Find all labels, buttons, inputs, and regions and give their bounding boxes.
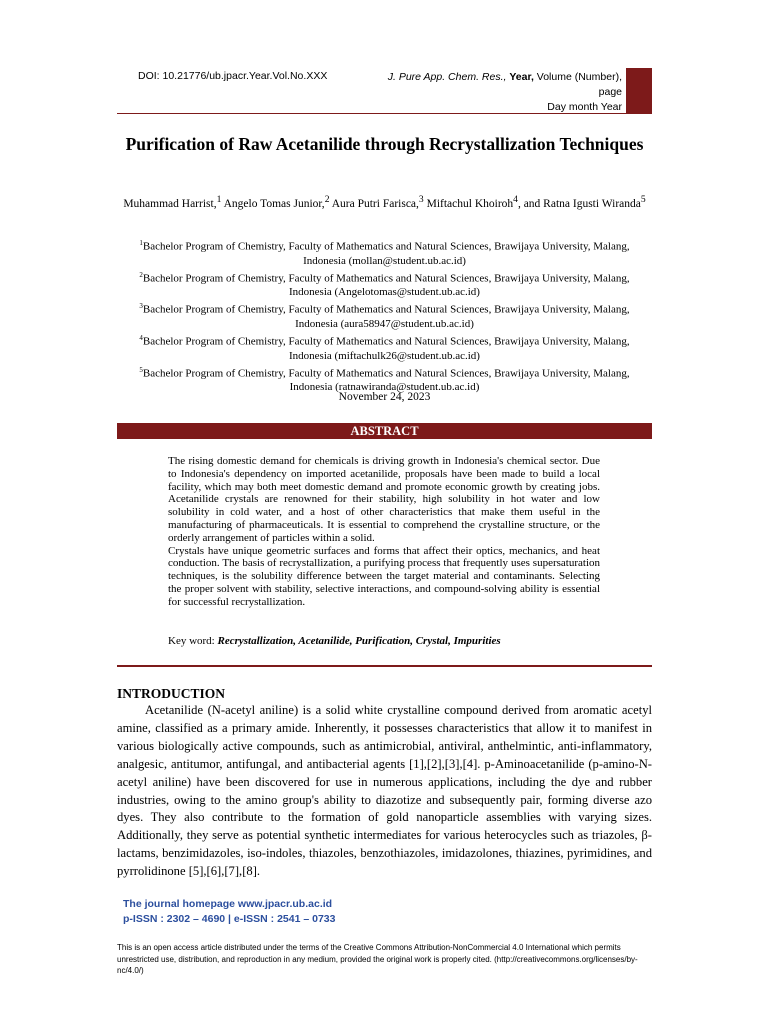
journal-citation	[362, 70, 622, 115]
affiliation-text: Bachelor Program of Chemistry, Faculty of Mathematics and Natural Sciences, Brawijaya University, Malang, Indonesia (mollan@student.ub.ac.id)	[142, 240, 630, 267]
author: Muhammad Harrist,	[123, 197, 217, 210]
license-notice: This is an open access article distributed under the terms of the Creative Commons Attribution-NonCommercial 4.0 International which permits unrestricted use, distribution, and reproduction in any medium, provided the original work is properly cited. (http://creativecommons.org/licenses/by-nc/4.0/)	[117, 943, 638, 975]
affiliation-item	[117, 363, 652, 395]
author-sup: 5	[640, 194, 646, 205]
journal-date: Day month Year	[547, 101, 622, 113]
affiliation-item	[117, 331, 652, 363]
abstract-heading: ABSTRACT	[117, 423, 652, 439]
header-accent-block	[626, 68, 652, 114]
affiliation-item	[117, 268, 652, 300]
introduction-body	[117, 702, 652, 881]
journal-footer	[123, 897, 335, 927]
journal-page: page	[598, 86, 622, 98]
author: Aura Putri Farisca,	[329, 197, 419, 210]
affiliation-text: Bachelor Program of Chemistry, Faculty of Mathematics and Natural Sciences, Brawijaya University, Malang, Indonesia (ratnawiranda@student.ub.ac.id)	[142, 367, 630, 394]
author-sup: 1	[216, 194, 222, 205]
affiliation-item	[117, 299, 652, 331]
author-sup: 2	[324, 194, 330, 205]
affiliation-item	[117, 236, 652, 268]
doi-line: DOI: 10.21776/ub.jpacr.Year.Vol.No.XXX	[138, 70, 328, 82]
keywords-line	[168, 635, 600, 647]
issn-line: p-ISSN : 2302 – 4690 | e-ISSN : 2541 – 0733	[123, 913, 336, 925]
publication-date: November 24, 2023	[338, 391, 431, 403]
abstract-paragraph: The rising domestic demand for chemicals is driving growth in Indonesia's chemical sector. Due to Indonesia's dependency on imported acetanilide, proposals have been made to build a local facility, which may both meet domestic demand and promote economic growth by creating jobs. Acetanilide crystals are renowned for their stability, high solubility in hot water and low solubility in cold water, and a host of other characteristics that make them useful in the manufacturing of pharmaceuticals. It is essential to comprehend the crystalline structure, or the orderly arrangement of particles within a solid.	[168, 455, 600, 544]
journal-volume: Volume (Number),	[533, 71, 622, 83]
introduction-paragraph: Acetanilide (N-acetyl aniline) is a solid white crystalline compound derived from aromatic acetyl amine, classified as a primary amide. Inherently, it possesses characteristics that allow it to manifest in various biologically active compounds, such as antimicrobial, antiviral, anthelmintic, anti-inflammatory, analgesic, antitumor, antifungal, and antibacterial agents [1],[2],[3],[4]. p-Aminoacetanilide (p-amino-N-acetyl aniline) have been discovered for use in numerous applications, including the dye and rubber industries, owing to the amino group's ability to diazotize and subsequently pair, forming diverse azo dyes. They also contribute to the formation of gold nanoparticle assemblies with varying sizes. Additionally, they serve as potential synthetic intermediates for various heterocycles such as triazoles, β-lactams, benzimidazoles, iso-indoles, thiazoles, benzothiazoles, imidazolones, thiazines, pyrimidines, and pyrrolidinone [5],[6],[7],[8].	[117, 703, 652, 879]
header-divider	[117, 113, 652, 114]
affiliation-list	[117, 236, 652, 394]
author: Angelo Tomas Junior,	[221, 197, 325, 210]
author-list	[117, 192, 652, 212]
affiliation-sup: 3	[139, 302, 143, 311]
paper-title: Purification of Raw Acetanilide through Recrystallization Techniques	[125, 134, 644, 154]
affiliation-sup: 2	[139, 270, 143, 279]
affiliation-sup: 4	[139, 333, 143, 342]
abstract-body	[168, 455, 600, 609]
affiliation-text: Bachelor Program of Chemistry, Faculty of Mathematics and Natural Sciences, Brawijaya University, Malang, Indonesia (miftachulk26@student.ub.ac.id)	[142, 335, 630, 362]
journal-year: Year,	[509, 71, 534, 83]
journal-homepage-link[interactable]: The journal homepage www.jpacr.ub.ac.id	[123, 898, 333, 910]
affiliation-text: Bachelor Program of Chemistry, Faculty of Mathematics and Natural Sciences, Brawijaya University, Malang, Indonesia (aura58947@student.ub.ac.id)	[142, 303, 630, 330]
author: , and Ratna Igusti Wiranda	[517, 197, 641, 210]
author-sup: 3	[418, 194, 424, 205]
journal-name: J. Pure App. Chem. Res.,	[387, 71, 507, 83]
affiliation-sup: 1	[139, 239, 143, 247]
author: Miftachul Khoiroh	[423, 197, 514, 210]
abstract-divider	[117, 665, 652, 667]
affiliation-text: Bachelor Program of Chemistry, Faculty of Mathematics and Natural Sciences, Brawijaya University, Malang, Indonesia (Angelotomas@student.ub.ac.id)	[142, 272, 630, 299]
abstract-paragraph: Crystals have unique geometric surfaces and forms that affect their optics, mechanics, and heat conduction. The basis of recrystallization, a purifying process that frequently uses supersaturation techniques, is the solubility difference between the target material and contaminants. Selecting the proper solvent with stability, selective interactions, and compound-solving ability is essential for successful recrystallization.	[168, 544, 600, 608]
affiliation-sup: 5	[139, 365, 143, 374]
keywords-label: Key word:	[168, 635, 218, 647]
section-heading-introduction: INTRODUCTION	[117, 686, 226, 701]
author-sup: 4	[513, 194, 518, 205]
keywords-list: Recrystallization, Acetanilide, Purification, Crystal, Impurities	[217, 635, 501, 647]
